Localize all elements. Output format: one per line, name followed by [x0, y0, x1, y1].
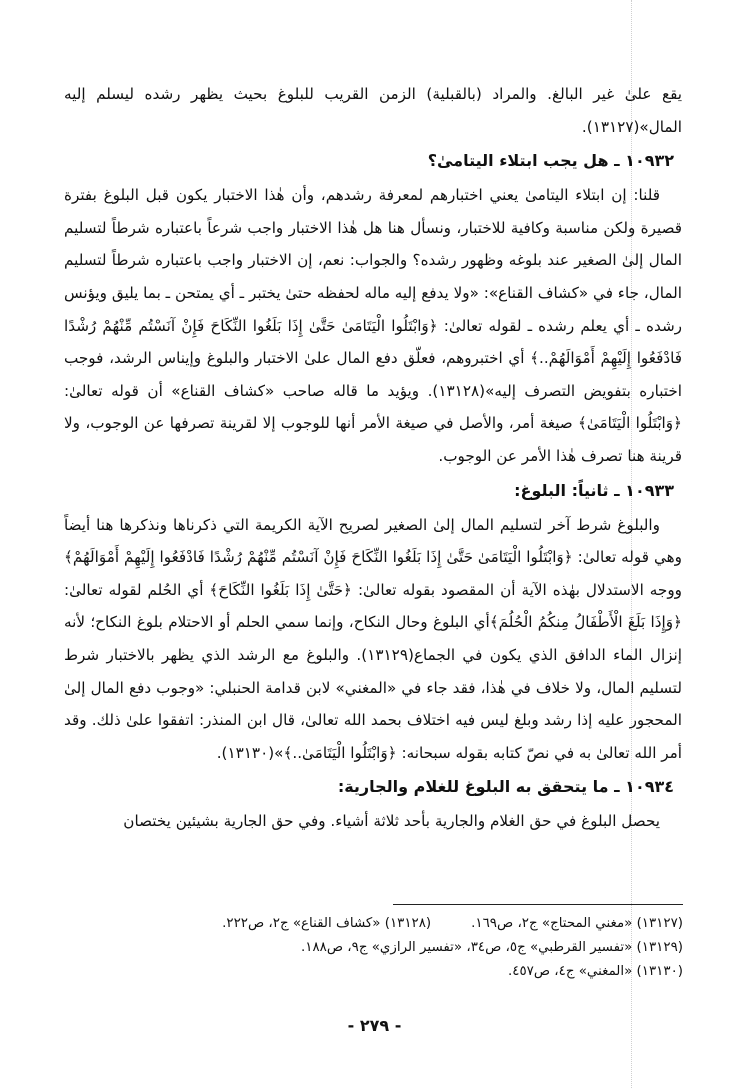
- page-number: - ٢٧٩ -: [347, 1016, 402, 1035]
- footnote-divider: [393, 904, 683, 905]
- paragraph-puberty-signs: يحصل البلوغ في حق الغلام والجارية بأحد ثلاثة أشياء. وفي حق الجارية بشيئين يختصان: [123, 812, 660, 831]
- footnote-13128: (١٣١٢٨) «كشاف القناع» ج٢، ص٢٢٢.: [222, 916, 432, 931]
- paragraph-testing-orphans: قلنا: إن ابتلاء اليتامىٰ يعني اختبارهم لمعرفة رشدهم، وأن هٰذا الاختبار يكون قبل البلوغ بفترة قصيرة ولكن مناسبة وكافية للاختبار، ونسأل هنا هل هٰذا الاختبار واجب شرعاً باعتباره شرطاً لتسليم المال إلىٰ الصغير عند بلوغه وظهور رشده؟ والجواب: نعم، إن الاختبار واجب باعتباره شرطاً لتسليم المال، جاء في «كشاف القناع»: «ولا يدفع إليه ماله لحفظه حتىٰ يختبر ـ أي يمتحن ـ بما يليق ويؤنس رشده ـ أي يعلم رشده ـ لقوله تعالىٰ: ﴿وَابْتَلُوا الْيَتَامَىٰ حَتَّىٰ إِذَا بَلَغُوا النِّكَاحَ فَإِنْ آنَسْتُم مِّنْهُمْ رُشْدًا فَادْفَعُوا إِلَيْهِمْ أَمْوَالَهُمْ..﴾ أي اختبروهم، فعلّق دفع المال علىٰ الاختبار والبلوغ وإيناس الرشد، فوجب اختباره بتفويض التصرف إليه»(١٣١٢٨). ويؤيد ما قاله صاحب «كشاف القناع» أن قوله تعالىٰ: ﴿وَابْتَلُوا الْيَتَامَىٰ﴾ صيغة أمر، والأصل في صيغة الأمر أنها للوجوب إلا لقرينة تصرفها عن الوجوب، ولا قرينة هنا تصرف هٰذا الأمر عن الوجوب.: [64, 186, 682, 465]
- section-heading-10934: ١٠٩٣٤ ـ ما يتحقق به البلوغ للغلام والجارية:: [337, 777, 674, 797]
- footnote-13130: (١٣١٣٠) «المغني» ج٤، ص٤٥٧.: [507, 964, 683, 979]
- paragraph-puberty: والبلوغ شرط آخر لتسليم المال إلىٰ الصغير لصريح الآية الكريمة التي ذكرناها ونذكرها هنا أيضاً وهي قوله تعالىٰ: ﴿وَابْتَلُوا الْيَتَامَىٰ حَتَّىٰ إِذَا بَلَغُوا النِّكَاحَ فَإِنْ آنَسْتُم مِّنْهُمْ رُشْدًا فَادْفَعُوا إِلَيْهِمْ أَمْوَالَهُمْ﴾ ووجه الاستدلال بهٰذه الآية أن المقصود بقوله تعالىٰ: ﴿حَتَّىٰ إِذَا بَلَغُوا النِّكَاحَ﴾ أي الحُلم لقوله تعالىٰ: ﴿وَإِذَا بَلَغَ الْأَطْفَالُ مِنكُمُ الْحُلُمَ﴾أي البلوغ وحال النكاح، وإنما سمي الحلم أو الاحتلام بلوغ النكاح؛ لأنه إنزال الماء الدافق الذي يكون في الجماع(١٣١٢٩). والبلوغ مع الرشد الذي يظهر بالاختبار شرط لتسليم المال، ولا خلاف في هٰذا، فقد جاء في «المغني» لابن قدامة الحنبلي: «وجوب دفع المال إلىٰ المحجور عليه إذا رشد وبلغ ليس فيه اختلاف بحمد الله تعالىٰ، قال ابن المنذر: اتفقوا علىٰ ذلك. وقد أمر الله تعالىٰ به في نصّ كتابه بقوله سبحانه: ﴿وَابْتَلُوا الْيَتَامَىٰ..﴾»(١٣١٣٠).: [64, 515, 682, 762]
- footnote-13129: (١٣١٢٩) «تفسير القرطبي» ج٥، ص٣٤، «تفسير الرازي» ج٩، ص١٨٨.: [301, 940, 683, 955]
- section-heading-10932: ١٠٩٣٢ ـ هل يجب ابتلاء اليتامىٰ؟: [427, 151, 674, 171]
- page-body: [64, 78, 682, 838]
- intro-paragraph: يقع علىٰ غير البالغ. والمراد (بالقبلية) الزمن القريب للبلوغ بحيث يظهر رشده ليسلم إليه المال»(١٣١٢٧).: [64, 85, 682, 136]
- footnote-13127: (١٣١٢٧) «مغني المحتاج» ج٢، ص١٦٩.: [471, 916, 683, 931]
- section-heading-10933: ١٠٩٣٣ ـ ثانياً: البلوغ:: [514, 480, 674, 500]
- footnotes: [65, 912, 683, 984]
- footnote-row: [65, 912, 683, 936]
